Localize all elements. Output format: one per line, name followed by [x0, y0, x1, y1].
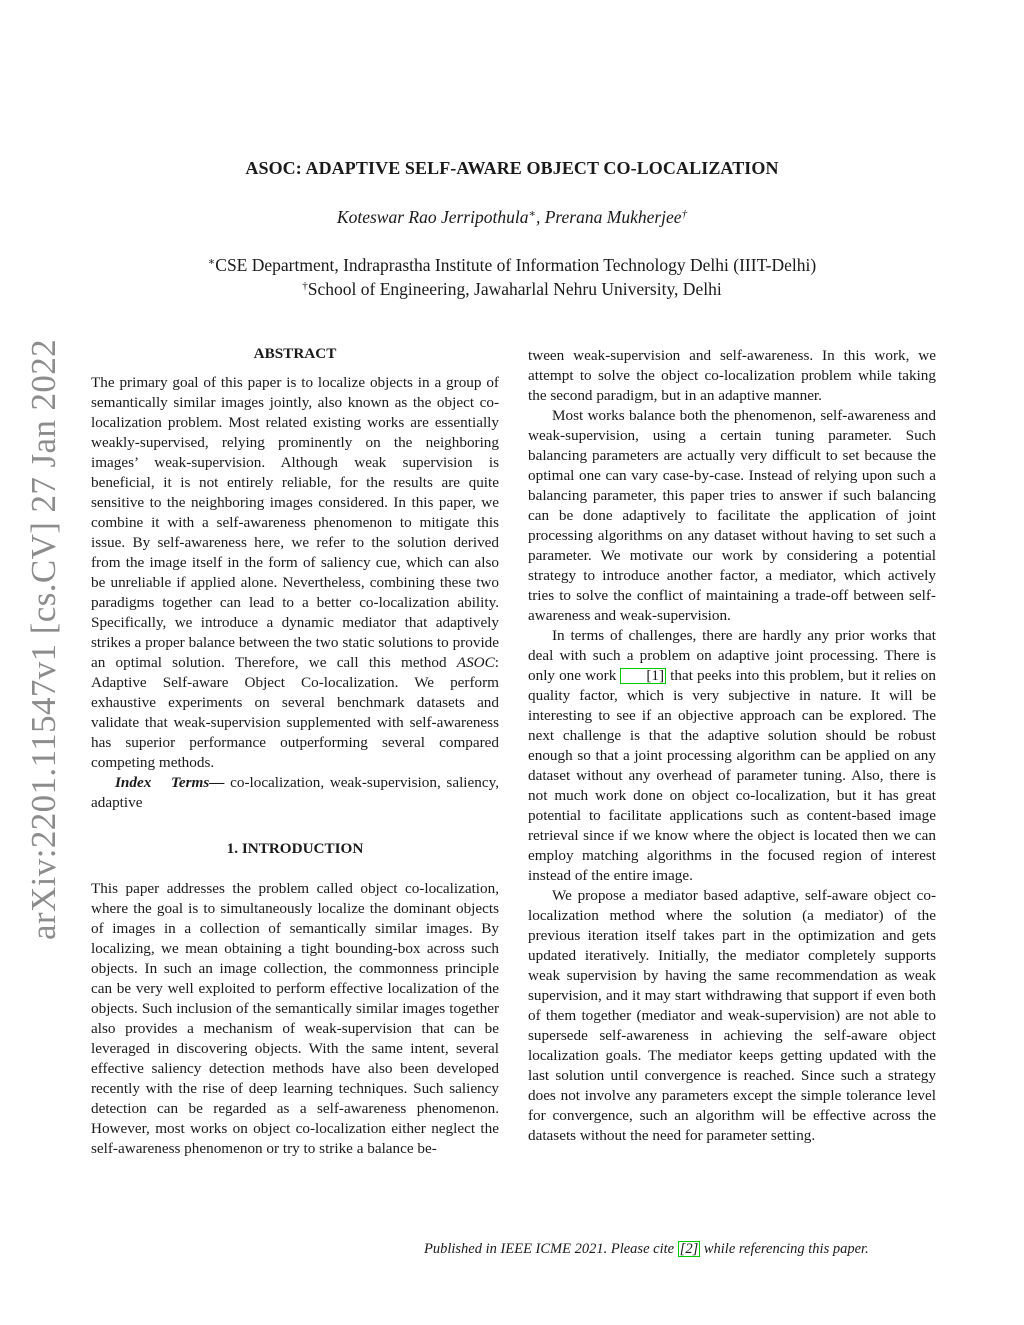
paper-title: ASOC: ADAPTIVE SELF-AWARE OBJECT CO-LOCALIZATION — [245, 158, 779, 178]
publication-note — [424, 1241, 869, 1258]
citation-link-1[interactable]: [1] — [620, 668, 666, 684]
author-1: Koteswar Rao Jerripothula — [336, 207, 529, 227]
author-2: Prerana Mukherjee — [544, 207, 682, 227]
intro-paragraph-2: Most works balance both the phenomenon, self-awareness and weak-supervision, using a certain tuning parameter. Such balancing parameters are actually very difficult to set because the optimal one can vary case-by-case. Instead of relying upon such a balancing parameter, this paper tries to answer if such balancing can be done adaptively to facilitate the application of joint processing algorithms on any dataset without having to set such a parameter. We motivate our work by considering a potential strategy to introduce another factor, a mediator, which actively tries to solve the conflict of maintaining a trade-off between self-awareness and weak-supervision. — [528, 407, 936, 624]
abstract-text — [91, 373, 499, 773]
index-terms — [91, 773, 499, 813]
publication-note-part-2: while referencing this paper. — [700, 1241, 869, 1257]
introduction-heading: 1. INTRODUCTION — [226, 840, 364, 857]
abstract-heading: ABSTRACT — [253, 345, 337, 362]
citation-link-2[interactable]: [2] — [679, 1241, 699, 1257]
affiliation-2-text: School of Engineering, Jawaharlal Nehru University, Delhi — [307, 279, 722, 299]
intro-paragraph-3-part-1: In terms of challenges, there are hardly any prior works that deal with such a problem on adaptive joint processing. There is only one work — [528, 627, 936, 684]
intro-paragraph-4: We propose a mediator based adaptive, self-aware object co-localization method where the solution (a mediator) of the previous iteration itself takes part in the optimization and gets updated iteratively. Initially, the mediator completely supports weak supervision by having the same recommendation as weak supervision, and it may start withdrawing that support if even both of them together (mediator and weak-supervision) are not able to supersede self-awareness in achieving the self-aware object localization goals. The mediator keeps getting updated with the last solution until convergence is reached. Since such a strategy does not involve any parameters except the simple tolerance level for convergence, such an algorithm will be effective across the datasets without the need for parameter setting. — [528, 887, 936, 1144]
affiliation-1-mark: ∗ — [207, 256, 216, 268]
affiliation-1-text: CSE Department, Indraprastha Institute of Information Technology Delhi (IIIT-Delhi) — [215, 255, 817, 275]
left-column — [91, 344, 499, 1159]
publication-note-part-1: Published in IEEE ICME 2021. Please cite — [424, 1241, 678, 1257]
affiliation-2 — [0, 279, 1024, 300]
author-line: Koteswar Rao Jerripothula∗, Prerana Mukherjee† — [336, 207, 688, 227]
intro-paragraph-3-part-2: that peeks into this problem, but it relies on quality factor, which is very subjective in nature. It will be interesting to see if an objective approach can be explored. The next challenge is that the adaptive solution should be robust enough so that a joint processing algorithm can be applied on any dataset without any overhead of parameter tuning. Also, there is not much work done on object co-localization, but it has great potential to facilitate applications such as content-based image retrieval since if we know where the object is located then we can employ matching algorithms in the focused region of interest instead of the entire image. — [528, 667, 936, 884]
affiliation-1 — [0, 255, 1024, 276]
abstract-text-part-1: The primary goal of this paper is to localize objects in a group of semantically similar images jointly, also known as the object co-localization problem. Most related existing works are essentially weakly-supervised, relying prominently on the neighboring images’ weak-supervision. Although weak supervision is beneficial, it is not entirely reliable, for the results are quite sensitive to the neighboring images considered. In this paper, we combine it with a self-awareness phenomenon to mitigate this issue. By self-awareness here, we refer to the solution derived from the image itself in the form of saliency cue, which can also be unreliable if applied alone. Nevertheless, combining these two paradigms together can lead to a better co-localization ability. Specifically, we introduce a dynamic mediator that adaptively strikes a proper balance between the two static solutions to provide an optimal solution. Therefore, we call this method — [91, 374, 499, 671]
arxiv-sidebar-stamp: arXiv:2201.11547v1 [cs.CV] 27 Jan 2022 — [24, 338, 63, 940]
intro-paragraph-1-left: This paper addresses the problem called object co-localization, where the goal is to simultaneously localize the dominant objects of images in a collection of semantically similar images. By localizing, we mean obtaining a tight bounding-box across such objects. In such an image collection, the commonness principle can be very well exploited to perform effective localization of the objects. Such inclusion of the semantically similar images together also provides a mechanism of weak-supervision that can be leveraged in discovering objects. With the same intent, several effective saliency detection methods have also been developed recently with the rise of deep learning techniques. Such saliency detection can be regarded as a self-awareness phenomenon. However, most works on object co-localization either neglect the self-awareness phenomenon or try to strike a balance be- — [91, 880, 499, 1157]
index-terms-list: co-localization, weak-supervision, saliency, adaptive — [91, 774, 500, 811]
abstract-text-part-2: : Adaptive Self-aware Object Co-localization. We perform exhaustive experiments on several benchmark datasets and validate that weak-supervision supplemented with self-awareness has superior performance outperforming several compared competing methods. — [91, 654, 499, 771]
author-2-mark: † — [681, 208, 688, 220]
intro-paragraph-3 — [528, 626, 936, 886]
intro-paragraph-1-right: tween weak-supervision and self-awareness. In this work, we attempt to solve the object co-localization problem while taking the second paradigm, but in an adaptive manner. — [528, 347, 936, 404]
affiliation-2-mark: † — [302, 280, 308, 292]
right-column — [528, 346, 936, 1146]
index-terms-label: Index Terms— — [115, 774, 225, 791]
asoc-method-name: ASOC — [456, 654, 495, 671]
author-1-mark: ∗ — [528, 208, 536, 220]
